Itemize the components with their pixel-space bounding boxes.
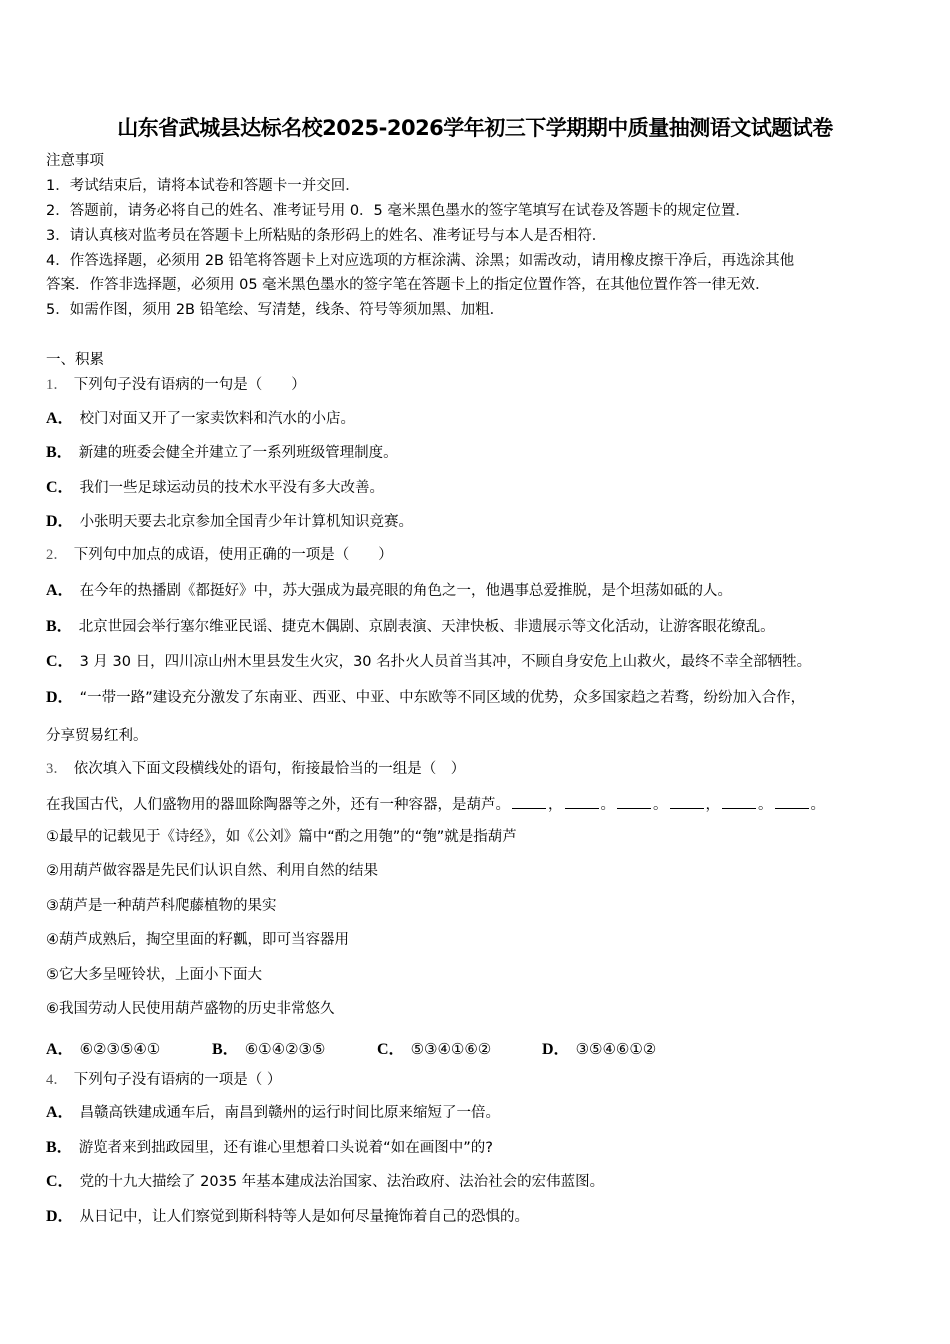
sentence-item: ②用葫芦做容器是先民们认识自然、利用自然的结果 <box>46 863 378 879</box>
choice-c <box>377 1036 491 1059</box>
notice-item: 1．考试结束后，请将本试卷和答题卡一并交回． <box>46 178 360 194</box>
answer-blank[interactable] <box>775 794 809 809</box>
option-row <box>46 1207 529 1227</box>
notice-item: 4．作答选择题，必须用 2B 铅笔将答题卡上对应选项的方框涂满、涂黑；如需改动，请用橡皮擦干净后，再选涂其他 <box>46 253 795 269</box>
option-letter: B． <box>46 618 73 635</box>
sentence-item: ④葫芦成熟后，掏空里面的籽瓤，即可当容器用 <box>46 932 349 948</box>
answer-blank[interactable] <box>617 794 651 809</box>
option-row <box>46 409 355 429</box>
option-letter: B． <box>46 444 73 461</box>
option-text: “一带一路”建设充分激发了东南亚、西亚、中亚、中东欧等不同区域的优势，众多国家趋之若骛，纷纷加入合作， <box>79 690 806 706</box>
option-letter: A． <box>46 582 74 599</box>
question-3-stem <box>46 759 465 779</box>
question-4-stem <box>46 1070 281 1090</box>
answer-blank[interactable] <box>722 794 756 809</box>
option-letter: A． <box>46 410 74 427</box>
option-letter: B． <box>46 1139 73 1156</box>
option-text: 在今年的热播剧《都挺好》中，苏大强成为最亮眼的角色之一，他遇事总爱推脱，是个坦荡如砥的人。 <box>79 583 733 599</box>
option-letter: A． <box>46 1104 74 1121</box>
question-text: 下列句中加点的成语，使用正确的一项是（ ） <box>73 547 393 563</box>
question-number: 1． <box>46 377 68 393</box>
option-text: 昌赣高铁建成通车后，南昌到赣州的运行时间比原来缩短了一倍。 <box>79 1105 501 1121</box>
option-text: 党的十九大描绘了 2035 年基本建成法治国家、法治政府、法治社会的宏伟蓝图。 <box>79 1174 605 1190</box>
option-text: ③⑤④⑥①② <box>575 1040 657 1058</box>
option-text: 游览者来到拙政园里，还有谁心里想着口头说着“如在画图中”的? <box>78 1140 493 1156</box>
notice-item: 3．请认真核对监考员在答题卡上所粘贴的条形码上的姓名、准考证号与本人是否相符． <box>46 228 607 244</box>
option-text: 3 月 30 日，四川凉山州木里县发生火灾，30 名扑火人员首当其冲，不顾自身安危上山救火，最终不幸全部牺牲。 <box>79 654 812 670</box>
option-text: ⑥②③⑤④① <box>79 1040 161 1058</box>
option-row <box>46 512 413 532</box>
option-row <box>46 1172 604 1192</box>
option-row <box>46 443 398 463</box>
option-letter: D． <box>46 689 74 706</box>
notice-item: 2．答题前，请务必将自己的姓名、准考证号用 0．5 毫米黑色墨水的签字笔填写在试卷及答题卡的规定位置． <box>46 203 750 219</box>
sentence-item: ③葫芦是一种葫芦科爬藤植物的果实 <box>46 898 277 914</box>
option-row <box>46 652 811 672</box>
option-letter: C． <box>46 1173 74 1190</box>
question-text: 下列句子没有语病的一句是（ ） <box>73 377 306 393</box>
option-text: 新建的班委会健全并建立了一系列班级管理制度。 <box>78 445 398 461</box>
option-text: ⑤③④①⑥② <box>410 1040 492 1058</box>
option-row <box>46 478 384 498</box>
question-number: 3． <box>46 761 68 777</box>
passage-text: 在我国古代，人们盛物用的器皿除陶器等之外，还有一种容器，是葫芦。 <box>46 797 510 813</box>
option-letter: D． <box>542 1041 570 1058</box>
question-text: 下列句子没有语病的一项是（ ） <box>73 1072 282 1088</box>
option-letter: C． <box>377 1041 405 1058</box>
option-continuation: 分享贸易红利。 <box>46 728 148 744</box>
option-row <box>46 688 805 708</box>
option-text: 小张明天要去北京参加全国青少年计算机知识竞赛。 <box>79 514 414 530</box>
answer-blank[interactable] <box>512 794 546 809</box>
option-letter: C． <box>46 479 74 496</box>
notice-item: 5．如需作图，须用 2B 铅笔绘、写清楚，线条、符号等须加黑、加粗． <box>46 302 505 318</box>
option-letter: D． <box>46 1208 74 1225</box>
blank-separator: 。 <box>810 797 825 813</box>
option-text: ⑥①④②③⑤ <box>244 1040 326 1058</box>
answer-blank[interactable] <box>565 794 599 809</box>
question-1-stem <box>46 375 306 395</box>
sentence-item: ⑤它大多呈哑铃状，上面小下面大 <box>46 967 262 983</box>
option-row <box>46 1138 493 1158</box>
option-row <box>46 617 775 637</box>
notice-heading: 注意事项 <box>46 153 104 169</box>
option-row <box>46 581 732 601</box>
blank-separator: ， <box>548 797 563 813</box>
option-row <box>46 1103 500 1123</box>
choice-b <box>212 1036 325 1059</box>
option-letter: C． <box>46 653 74 670</box>
document-title: 山东省武城县达标名校2025-2026学年初三下学期期中质量抽测语文试题试卷 <box>117 116 833 140</box>
blank-separator: ， <box>705 797 720 813</box>
question-text: 依次填入下面文段横线处的语句，衔接最恰当的一组是（ ） <box>73 761 466 777</box>
answer-blank[interactable] <box>670 794 704 809</box>
option-letter: A． <box>46 1041 74 1058</box>
question-2-stem <box>46 545 393 565</box>
choice-a <box>46 1036 160 1059</box>
sentence-item: ⑥我国劳动人民使用葫芦盛物的历史非常悠久 <box>46 1001 335 1017</box>
passage <box>46 794 825 815</box>
option-text: 北京世园会举行塞尔维亚民谣、捷克木偶剧、京剧表演、天津快板、非遗展示等文化活动，让游客眼花缭乱。 <box>78 619 775 635</box>
blank-separator: 。 <box>758 797 773 813</box>
option-text: 从日记中，让人们察觉到斯科特等人是如何尽量掩饰着自己的恐惧的。 <box>79 1209 530 1225</box>
section-heading: 一、积累 <box>46 352 104 368</box>
option-letter: D． <box>46 513 74 530</box>
option-text: 我们一些足球运动员的技术水平没有多大改善。 <box>79 480 385 496</box>
blank-separator: 。 <box>600 797 615 813</box>
option-letter: B． <box>212 1041 239 1058</box>
question-number: 4． <box>46 1072 68 1088</box>
question-number: 2． <box>46 547 68 563</box>
sentence-item: ①最早的记载见于《诗经》，如《公刘》篇中“酌之用匏”的“匏”就是指葫芦 <box>46 829 517 845</box>
blank-separator: 。 <box>653 797 668 813</box>
notice-item: 答案．作答非选择题，必须用 05 毫米黑色墨水的签字笔在答题卡上的指定位置作答，在其他位置作答一律无效． <box>46 277 770 293</box>
choice-d <box>542 1036 656 1059</box>
option-text: 校门对面又开了一家卖饮料和汽水的小店。 <box>79 411 356 427</box>
